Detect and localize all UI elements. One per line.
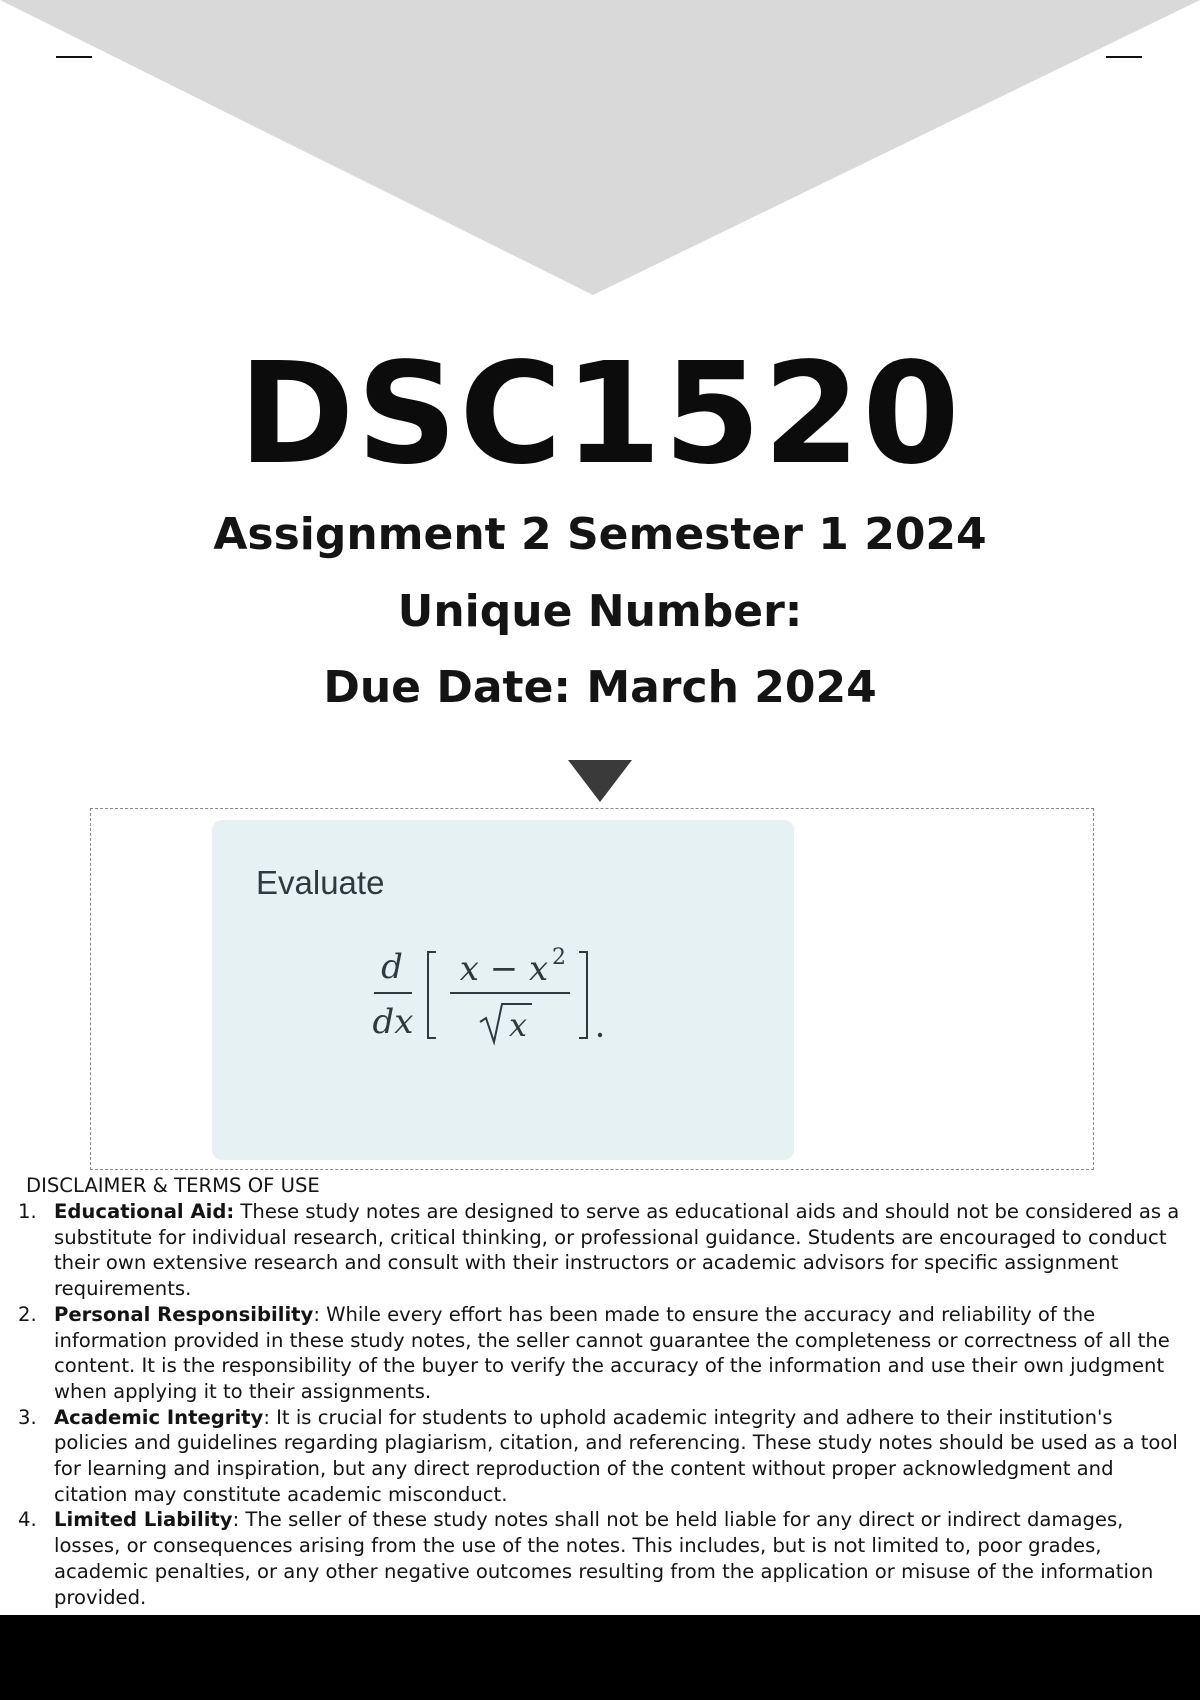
- term-number: 3.: [18, 1405, 37, 1429]
- formula-dx: dx: [372, 1002, 414, 1042]
- term-text: : It is crucial for students to uphold academic integrity and adhere to their institution's policies and guidelines regarding plagiarism, citation, and referencing. These study notes should be used as a tool for learning and inspiration, but any direct reproduction of the content without proper acknowledgment and citation may constitute academic misconduct.: [54, 1405, 1178, 1506]
- unique-number-label: Unique Number:: [397, 586, 803, 637]
- disclaimer-heading: DISCLAIMER & TERMS OF USE: [26, 1174, 320, 1197]
- corner-line-left: [56, 56, 92, 58]
- derivative-formula: [372, 938, 662, 1058]
- formula-left-bracket: [428, 952, 436, 1038]
- header-banner-chevron: [0, 0, 1200, 300]
- term-number: 1.: [18, 1200, 37, 1223]
- problem-prompt: Evaluate: [256, 864, 385, 901]
- problem-card: [212, 820, 794, 1160]
- formula-period: [598, 1033, 602, 1037]
- formula-d: d: [381, 947, 403, 987]
- term-item-limited-liability: [16, 1507, 1186, 1610]
- term-text: : The seller of these study notes shall not be held liable for any direct or indirect damages, losses, or consequences arising from the use of the notes. This includes, but is not limited to, poor grades, academic penalties, or any other negative outcomes resulting from the application or misuse of the information provided.: [54, 1508, 1154, 1609]
- due-date-label: Due Date: March 2024: [323, 662, 877, 713]
- term-title: Personal Responsibility: [54, 1302, 314, 1326]
- disclaimer-section: [16, 1173, 1186, 1610]
- corner-line-right: [1106, 56, 1142, 58]
- terms-list: [16, 1199, 1186, 1610]
- term-item-academic-integrity: [16, 1405, 1186, 1508]
- term-item-personal-responsibility: [16, 1302, 1186, 1405]
- term-title: Limited Liability: [54, 1508, 233, 1532]
- course-code-title: DSC1520: [238, 333, 962, 496]
- formula-exponent: 2: [552, 945, 566, 970]
- down-triangle-icon: [568, 760, 632, 802]
- assignment-subtitle: Assignment 2 Semester 1 2024: [213, 509, 987, 560]
- bottom-black-bar: [0, 1615, 1200, 1700]
- term-number: 2.: [18, 1302, 37, 1326]
- term-item-educational-aid: [16, 1199, 1186, 1302]
- term-number: 4.: [18, 1508, 37, 1532]
- term-title: Academic Integrity: [54, 1405, 264, 1429]
- formula-radicand: x: [508, 1006, 528, 1044]
- formula-right-bracket: [579, 952, 587, 1038]
- term-title: Educational Aid:: [54, 1200, 235, 1223]
- term-text: These study notes are designed to serve as educational aids and should not be considered as a substitute for individual research, critical thinking, or professional guidance. Students are encouraged to conduct their own extensive research and consult with their instructors or academic advisors for specific assignment requirements.: [54, 1200, 1180, 1301]
- formula-numerator: x − x: [459, 949, 549, 989]
- term-text: : While every effort has been made to ensure the accuracy and reliability of the information provided in these study notes, the seller cannot guarantee the completeness or correctness of all the content. It is the responsibility of the buyer to verify the accuracy of the information and use their own judgment when applying it to their assignments.: [54, 1302, 1170, 1403]
